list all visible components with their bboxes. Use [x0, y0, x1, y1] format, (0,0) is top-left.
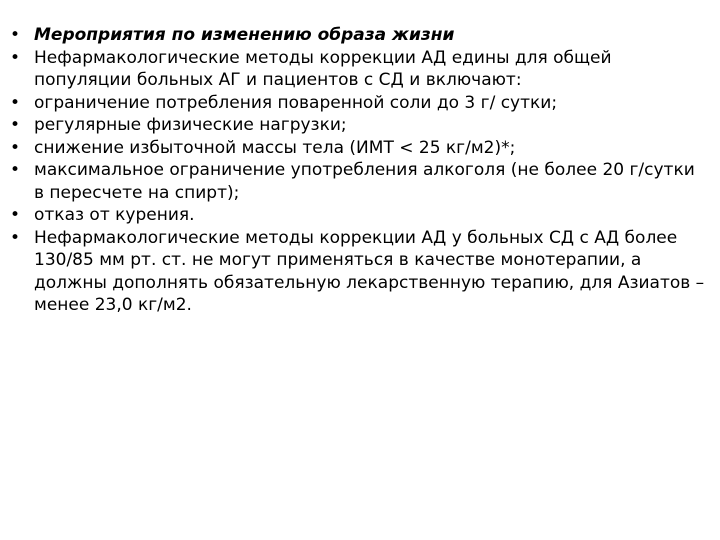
bullet-item	[10, 114, 710, 137]
bullet-icon: •	[10, 25, 21, 45]
bullet-icon: •	[10, 137, 21, 158]
bullet-icon: •	[10, 92, 21, 113]
bullet-item	[10, 204, 710, 227]
bullet-icon: •	[10, 160, 21, 180]
bullet-item-heading	[10, 24, 710, 47]
bullet-item	[10, 92, 710, 115]
bullet-text: снижение избыточной массы тела (ИМТ < 25 кг/м2)*;	[34, 137, 516, 158]
bullet-text: ограничение потребления поваренной соли до 3 г/ сутки;	[34, 92, 558, 113]
bullet-item	[10, 47, 710, 92]
bullet-list	[10, 24, 710, 317]
bullet-icon: •	[10, 227, 21, 248]
bullet-text: Нефармакологические методы коррекции АД у больных СД с АД более 130/85 мм рт. ст. не могут применяться в качестве монотерапии, а должны дополнять обязательную лекарственную терапию, для Азиатов – менее 23,0 кг/м2.	[34, 227, 705, 315]
bullet-item	[10, 227, 710, 317]
bullet-text: Нефармакологические методы коррекции АД едины для общей популяции больных АГ и пациентов с СД и включают:	[34, 47, 612, 90]
bullet-text: отказ от курения.	[34, 205, 195, 225]
bullet-item	[10, 137, 710, 160]
bullet-icon: •	[10, 47, 21, 68]
bullet-item	[10, 159, 710, 204]
bullet-text: максимальное ограничение употребления алкоголя (не более 20 г/сутки в пересчете на спирт);	[34, 160, 695, 203]
bullet-icon: •	[10, 115, 21, 135]
bullet-icon: •	[10, 205, 21, 225]
bullet-heading-text: Мероприятия по изменению образа жизни	[34, 25, 455, 45]
bullet-text: регулярные физические нагрузки;	[34, 115, 347, 135]
